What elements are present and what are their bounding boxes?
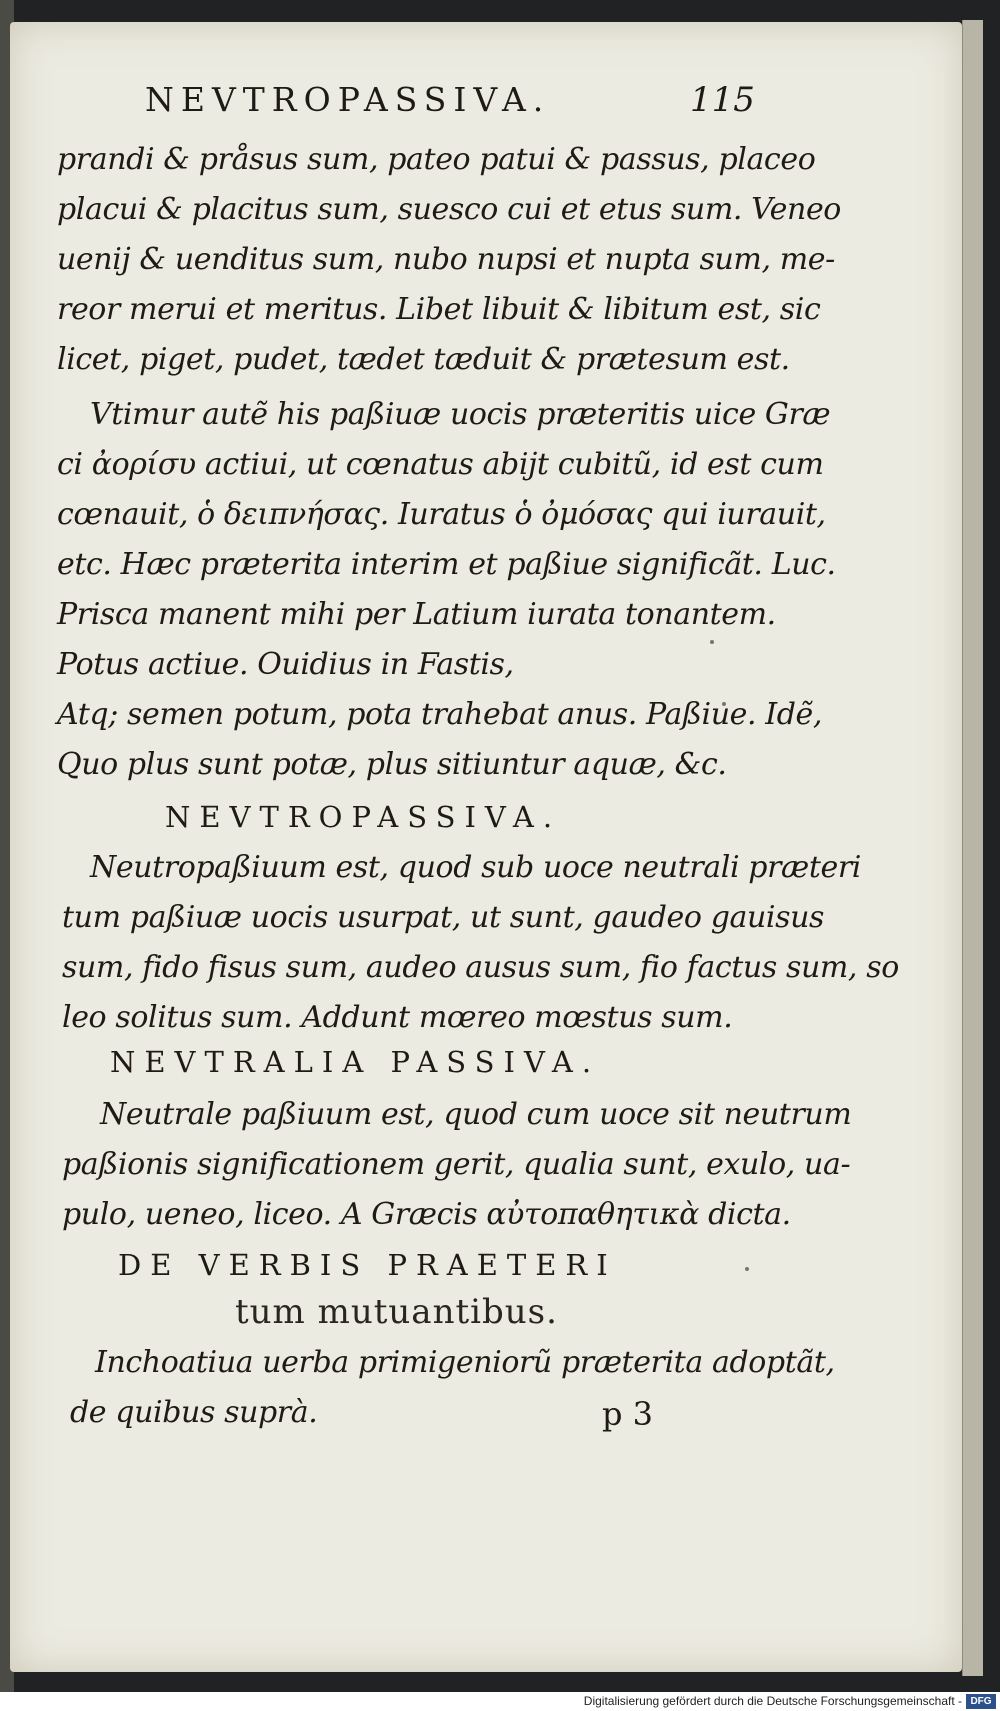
section-line: leo solitus sum. Addunt mœreo mœstus sum. [62, 1000, 733, 1035]
dfg-logo-icon: DFG [966, 1694, 996, 1709]
funding-credit: Digitalisierung gefördert durch die Deutsche Forschungsgemeinschaft - [583, 1694, 962, 1708]
section-line: Neutropaßiuum est, quod sub uoce neutrali præteri [90, 850, 861, 885]
section-line: tum paßiuæ uocis usurpat, ut sunt, gaudeo gauisus [62, 900, 825, 935]
page-number: 115 [690, 80, 755, 120]
body-line: Potus actiue. Ouidius in Fastis, [57, 647, 514, 682]
section-heading: NEVTRALIA PASSIVA. [110, 1045, 601, 1079]
section-line: pulo, ueneo, liceo. A Græcis αὐτοπαθητικὰ dicta. [62, 1197, 791, 1232]
page-edge-right [962, 20, 983, 1676]
body-line: reor merui et meritus. Libet libuit & libitum est, sic [57, 292, 821, 327]
body-line: licet, piget, pudet, tædet tæduit & prætesum est. [57, 342, 790, 377]
section-line: sum, fido fisus sum, audeo ausus sum, fio factus sum, so [62, 950, 899, 985]
body-line: placui & placitus sum, suesco cui et etus sum. Veneo [57, 192, 841, 227]
body-line: Quo plus sunt potæ, plus sitiuntur aquæ, &c. [57, 747, 727, 782]
section-line: de quibus suprà. [70, 1395, 318, 1430]
section-line: Neutrale paßiuum est, quod cum uoce sit neutrum [100, 1097, 852, 1132]
section-line: paßionis significationem gerit, qualia sunt, exulo, ua- [62, 1147, 851, 1182]
body-line: Vtimur autẽ his paßiuæ uocis præteritis uice Græ [90, 397, 831, 432]
body-line: Atq; semen potum, pota trahebat anus. Paßiue. Idẽ, [57, 697, 823, 732]
running-head: NEVTROPASSIVA. [145, 80, 551, 119]
section-subheading: tum mutuantibus. [235, 1292, 558, 1332]
ink-speck [710, 640, 714, 644]
section-line: Inchoatiua uerba primigeniorũ præterita adoptãt, [95, 1345, 835, 1380]
body-line: uenij & uenditus sum, nubo nupsi et nupta sum, me- [57, 242, 835, 277]
ink-speck [745, 1267, 749, 1271]
body-line: prandi & pråsus sum, pateo patui & passus, placeo [57, 142, 816, 177]
section-heading: DE VERBIS PRAETERI [118, 1248, 617, 1282]
body-line: etc. Hæc præterita interim et paßiue significãt. Luc. [57, 547, 836, 582]
body-line: ci ἀορίσυ actiui, ut cœnatus abijt cubitũ, id est cum [57, 447, 824, 482]
section-heading: NEVTROPASSIVA. [165, 800, 562, 834]
signature-mark: p 3 [602, 1395, 654, 1433]
body-line: Prisca manent mihi per Latium iurata tonantem. [57, 597, 776, 632]
body-line: cœnauit, ὁ δειπνήσας. Iuratus ὁ ὀμόσας qui iurauit, [57, 497, 826, 532]
